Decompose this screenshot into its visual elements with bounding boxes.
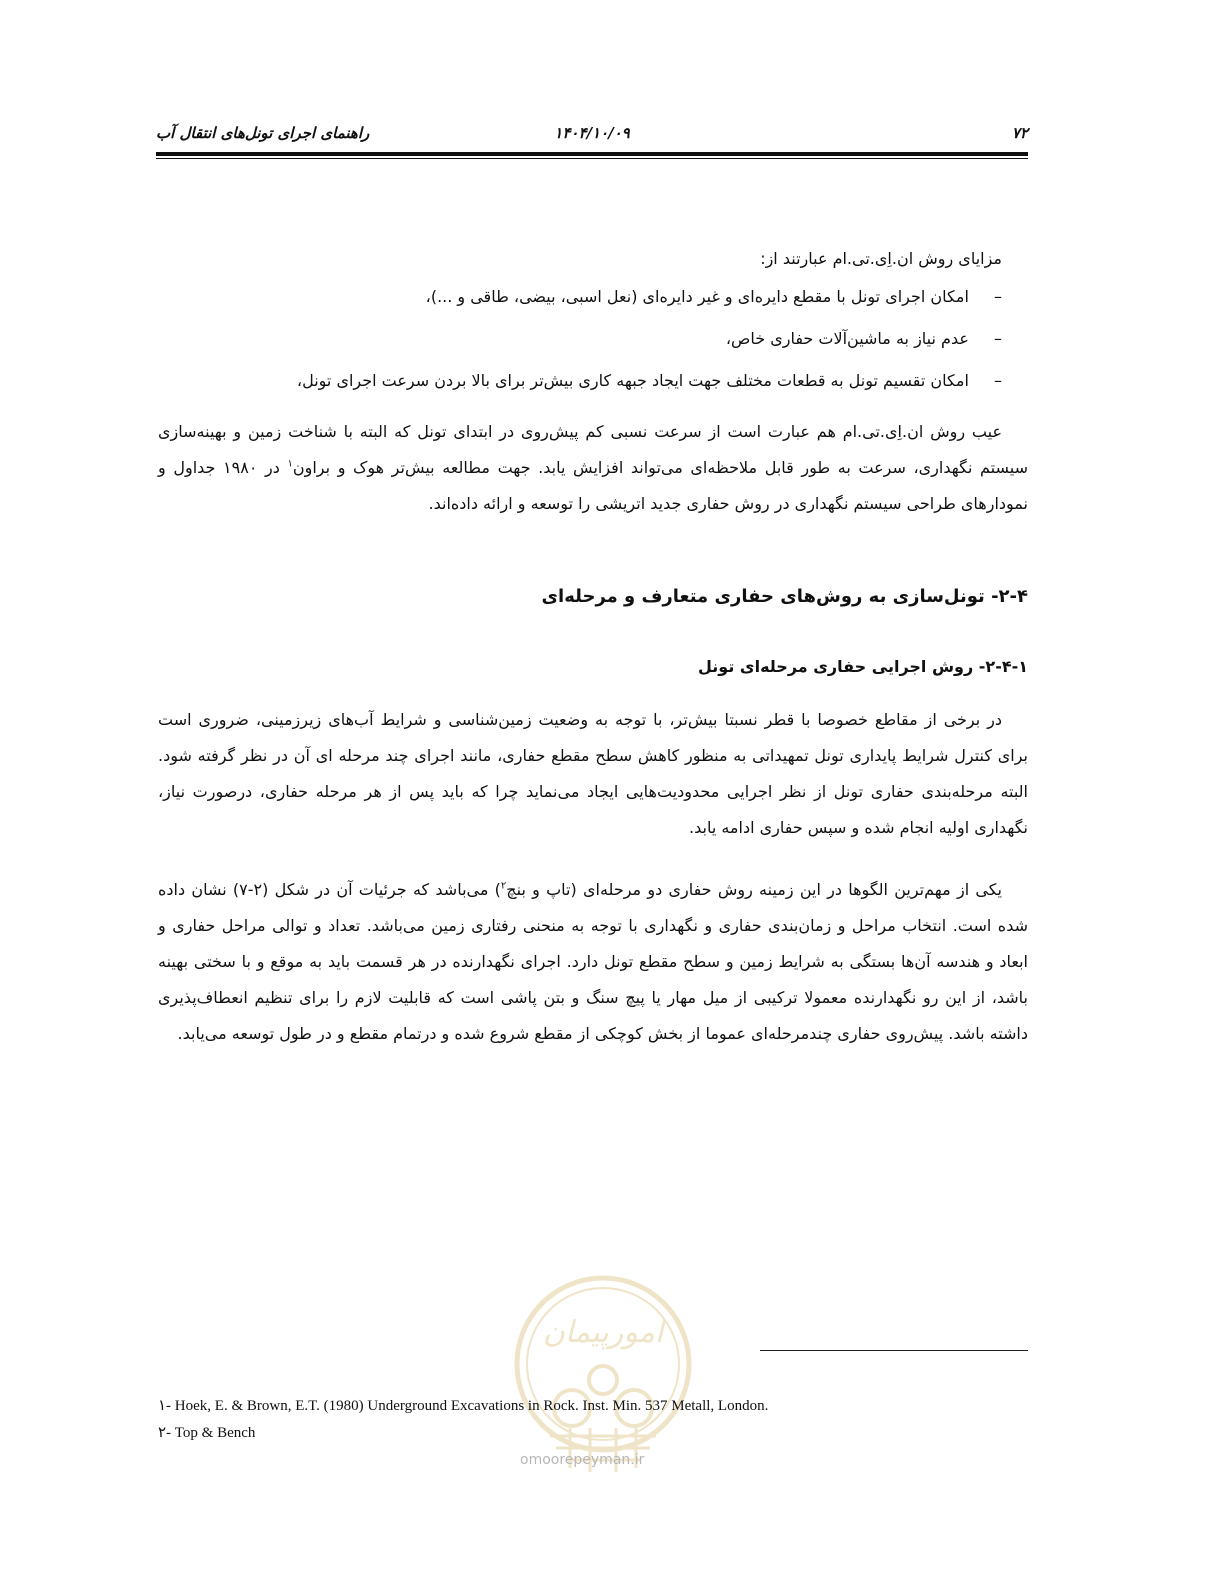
footnote-1: ۱- Hoek, E. & Brown, E.T. (1980) Underground Excavations in Rock. Inst. Min. 537 Metall, London.	[158, 1398, 769, 1414]
running-header	[156, 120, 1028, 150]
disadvantage-block	[158, 414, 1028, 522]
subsection-heading: ۲-۴-۱- روش اجرایی حفاری مرحله‌ای تونل	[698, 657, 1028, 676]
header-rule-thin	[156, 158, 1028, 159]
header-rule	[156, 152, 1028, 156]
footnote-ref: ۱	[287, 458, 293, 470]
page-number: ۷۲	[1011, 124, 1028, 142]
dash-bullet: –	[994, 287, 1002, 306]
dash-bullet: –	[994, 329, 1002, 348]
footnote-separator	[760, 1350, 1028, 1351]
section-heading-block	[158, 582, 1028, 612]
disadvantage-paragraph: عیب روش ان.اِی.تی.ام هم عبارت است از سرعت نسبی کم پیش‌روی در ابتدای تونل که البته با شناخت زمین و بهینه‌سازی سیستم نگهداری، سرعت به طور قابل ملاحظه‌ای می‌تواند افزایش یابد. جهت مطالعه بیش‌تر هوک و براون$^۱$ در ۱۹۸۰ جداول و نمودارهای طراحی سیستم نگهداری در روش حفاری جدید اتریشی را توسعه و ارائه داده‌اند.	[158, 422, 1029, 513]
paragraph-1: در برخی از مقاطع خصوصا با قطر نسبتا بیش‌تر، با توجه به وضعیت زمین‌شناسی و شرایط آب‌های زیرزمینی، ضروری است برای کنترل شرایط پایداری تونل تمهیداتی به منظور کاهش سطح مقطع حفاری، مانند اجرای چند مرحله ای آن در نظر گرفته شود. البته مرحله‌بندی حفاری تونل از نظر اجرایی محدودیت‌هایی ایجاد می‌نماید چرا که باید پس از هر مرحله حفاری، درصورت نیاز، نگهداری اولیه انجام شده و سپس حفاری ادامه یابد.	[158, 710, 1028, 837]
dash-bullet: –	[994, 371, 1002, 390]
advantages-list	[158, 276, 1028, 402]
subsection-heading-block	[158, 652, 1028, 682]
watermark-logo-text: امورپیمان	[542, 1315, 664, 1350]
footnote-ref: ۲	[500, 880, 507, 892]
paragraph-1-block	[158, 702, 1028, 846]
watermark-site: omoorepeyman.ir	[520, 1452, 645, 1468]
paragraph-2: یکی از مهم‌ترین الگوها در این زمینه روش حفاری دو مرحله‌ای (تاپ و بنچ$^۲$) می‌باشد که جرئیات آن در شکل (۲-۷) نشان داده شده است. انتخاب مراحل و زمان‌بندی حفاری و نگهداری با توجه به منحنی رفتاری زمین می‌باشد. تعداد و توالی مراحل حفاری و ابعاد و هندسه آن‌ها بستگی به شرایط زمین و سطح مقطع تونل دارد. اجرای نگهدارنده در هر قسمت باید به موقع و با سختی بهینه باشد، از این رو نگهدارنده معمولا ترکیبی از میل مهار یا پیچ سنگ و بتن پاشی است که قابلیت لازم را برای تنظیم انعطاف‌پذیری داشته باشد. پیش‌روی حفاری چندمرحله‌ای عموما از بخش کوچکی از مقطع شروع شده و درتمام مقطع و در طول توسعه می‌یابد.	[158, 880, 1028, 1043]
list-item: – امکان اجرای تونل با مقطع دایره‌ای و غیر دایره‌ای (نعل اسبی، بیضی، طاقی و ...)،	[158, 276, 1028, 318]
header-title: راهنمای اجرای تونل‌های انتقال آب	[156, 124, 370, 142]
footnote-2: ۲- Top & Bench	[158, 1425, 256, 1441]
advantages-block	[158, 242, 1028, 402]
list-item: – امکان تقسیم تونل به قطعات مختلف جهت ایجاد جبهه کاری بیش‌تر برای بالا بردن سرعت اجرای تونل،	[158, 360, 1028, 402]
section-heading: ۲-۴- تونل‌سازی به روش‌های حفاری متعارف و مرحله‌ای	[541, 586, 1028, 607]
list-item: – عدم نیاز به ماشین‌آلات حفاری خاص،	[158, 318, 1028, 360]
paragraph-2-block	[158, 872, 1028, 1052]
header-date: ۱۴۰۴/۱۰/۰۹	[554, 124, 630, 142]
advantages-lead: مزایای روش ان.اِی.تی.ام عبارتند از:	[760, 249, 1002, 268]
